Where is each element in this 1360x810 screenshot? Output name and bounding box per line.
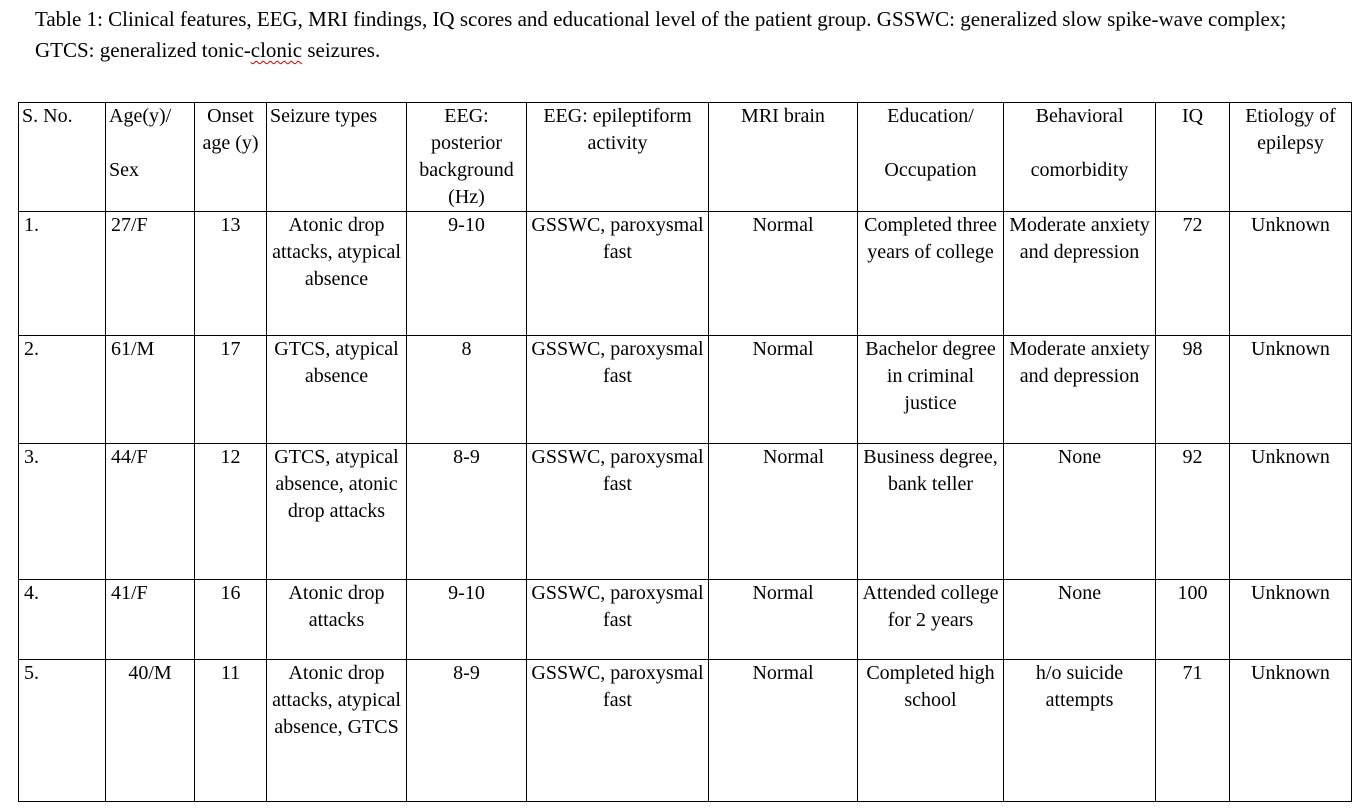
header-behavioral bbox=[1004, 103, 1156, 212]
cell-education: Business degree, bank teller bbox=[858, 444, 1004, 580]
header-education-label: Education/ bbox=[887, 105, 974, 127]
cell-onset: 13 bbox=[195, 212, 267, 336]
cell-iq: 92 bbox=[1156, 444, 1230, 580]
cell-education: Completed three years of college bbox=[858, 212, 1004, 336]
header-sno: S. No. bbox=[19, 103, 106, 212]
cell-age-sex: 27/F bbox=[106, 212, 195, 336]
cell-eeg-epileptiform: GSSWC, paroxysmal fast bbox=[527, 212, 709, 336]
cell-eeg-epileptiform: GSSWC, paroxysmal fast bbox=[527, 336, 709, 444]
cell-age-sex: 61/M bbox=[106, 336, 195, 444]
table-row bbox=[19, 336, 1352, 444]
cell-behavior: None bbox=[1004, 580, 1156, 660]
cell-sno: 3. bbox=[19, 444, 106, 580]
header-eeg-epileptiform: EEG: epileptiform activity bbox=[527, 103, 709, 212]
table-row bbox=[19, 444, 1352, 580]
cell-education: Attended college for 2 years bbox=[858, 580, 1004, 660]
cell-sno: 4. bbox=[19, 580, 106, 660]
cell-eeg-background: 8 bbox=[407, 336, 527, 444]
cell-eeg-epileptiform: GSSWC, paroxysmal fast bbox=[527, 580, 709, 660]
cell-eeg-epileptiform: GSSWC, paroxysmal fast bbox=[527, 660, 709, 802]
cell-etiology: Unknown bbox=[1230, 660, 1352, 802]
cell-onset: 16 bbox=[195, 580, 267, 660]
clinical-features-table bbox=[18, 102, 1352, 802]
cell-onset: 17 bbox=[195, 336, 267, 444]
spellcheck-underlined-word[interactable]: clonic bbox=[250, 38, 303, 62]
cell-eeg-background: 8-9 bbox=[407, 444, 527, 580]
header-onset: Onset age (y) bbox=[195, 103, 267, 212]
cell-sno: 2. bbox=[19, 336, 106, 444]
cell-eeg-epileptiform: GSSWC, paroxysmal fast bbox=[527, 444, 709, 580]
header-iq: IQ bbox=[1156, 103, 1230, 212]
header-seizure: Seizure types bbox=[267, 103, 407, 212]
cell-iq: 98 bbox=[1156, 336, 1230, 444]
cell-onset: 11 bbox=[195, 660, 267, 802]
cell-mri: Normal bbox=[709, 212, 858, 336]
cell-mri: Normal bbox=[709, 336, 858, 444]
cell-mri: Normal bbox=[709, 580, 858, 660]
cell-mri: Normal bbox=[709, 444, 858, 580]
cell-iq: 72 bbox=[1156, 212, 1230, 336]
table-row bbox=[19, 580, 1352, 660]
cell-seizure: Atonic drop attacks, atypical absence, GTCS bbox=[267, 660, 407, 802]
header-eeg-background: EEG: posterior background (Hz) bbox=[407, 103, 527, 212]
header-occupation-label: Occupation bbox=[884, 159, 977, 181]
cell-etiology: Unknown bbox=[1230, 336, 1352, 444]
header-comorbidity-label: comorbidity bbox=[1030, 159, 1129, 181]
table-caption bbox=[35, 4, 1335, 66]
cell-seizure: Atonic drop attacks bbox=[267, 580, 407, 660]
cell-seizure: GTCS, atypical absence bbox=[267, 336, 407, 444]
cell-eeg-background: 8-9 bbox=[407, 660, 527, 802]
cell-sno: 5. bbox=[19, 660, 106, 802]
cell-etiology: Unknown bbox=[1230, 580, 1352, 660]
cell-age-sex: 41/F bbox=[106, 580, 195, 660]
header-education bbox=[858, 103, 1004, 212]
cell-etiology: Unknown bbox=[1230, 212, 1352, 336]
cell-seizure: Atonic drop attacks, atypical absence bbox=[267, 212, 407, 336]
cell-education: Bachelor degree in criminal justice bbox=[858, 336, 1004, 444]
header-age-sex bbox=[106, 103, 195, 212]
cell-eeg-background: 9-10 bbox=[407, 212, 527, 336]
cell-etiology: Unknown bbox=[1230, 444, 1352, 580]
cell-mri: Normal bbox=[709, 660, 858, 802]
header-row bbox=[19, 103, 1352, 212]
header-mri: MRI brain bbox=[709, 103, 858, 212]
cell-sno: 1. bbox=[19, 212, 106, 336]
cell-onset: 12 bbox=[195, 444, 267, 580]
cell-iq: 100 bbox=[1156, 580, 1230, 660]
cell-behavior: None bbox=[1004, 444, 1156, 580]
cell-seizure: GTCS, atypical absence, atonic drop attacks bbox=[267, 444, 407, 580]
cell-eeg-background: 9-10 bbox=[407, 580, 527, 660]
cell-education: Completed high school bbox=[858, 660, 1004, 802]
cell-behavior: Moderate anxiety and depression bbox=[1004, 212, 1156, 336]
cell-behavior: Moderate anxiety and depression bbox=[1004, 336, 1156, 444]
table-row bbox=[19, 212, 1352, 336]
header-age-label: Age(y)/ bbox=[109, 105, 172, 127]
header-behavioral-label: Behavioral bbox=[1035, 105, 1124, 127]
table-row bbox=[19, 660, 1352, 802]
cell-age-sex: 40/M bbox=[106, 660, 195, 802]
caption-text: Table 1: Clinical features, EEG, MRI findings, IQ scores and educational level of the patient group. GSSWC: generalized slow spike-wave complex; GTCS: generalized tonic- bbox=[35, 7, 1287, 62]
cell-iq: 71 bbox=[1156, 660, 1230, 802]
header-etiology: Etiology of epilepsy bbox=[1230, 103, 1352, 212]
cell-age-sex: 44/F bbox=[106, 444, 195, 580]
header-sex-label: Sex bbox=[109, 159, 139, 181]
caption-text-end: seizures. bbox=[302, 38, 381, 62]
cell-behavior: h/o suicide attempts bbox=[1004, 660, 1156, 802]
